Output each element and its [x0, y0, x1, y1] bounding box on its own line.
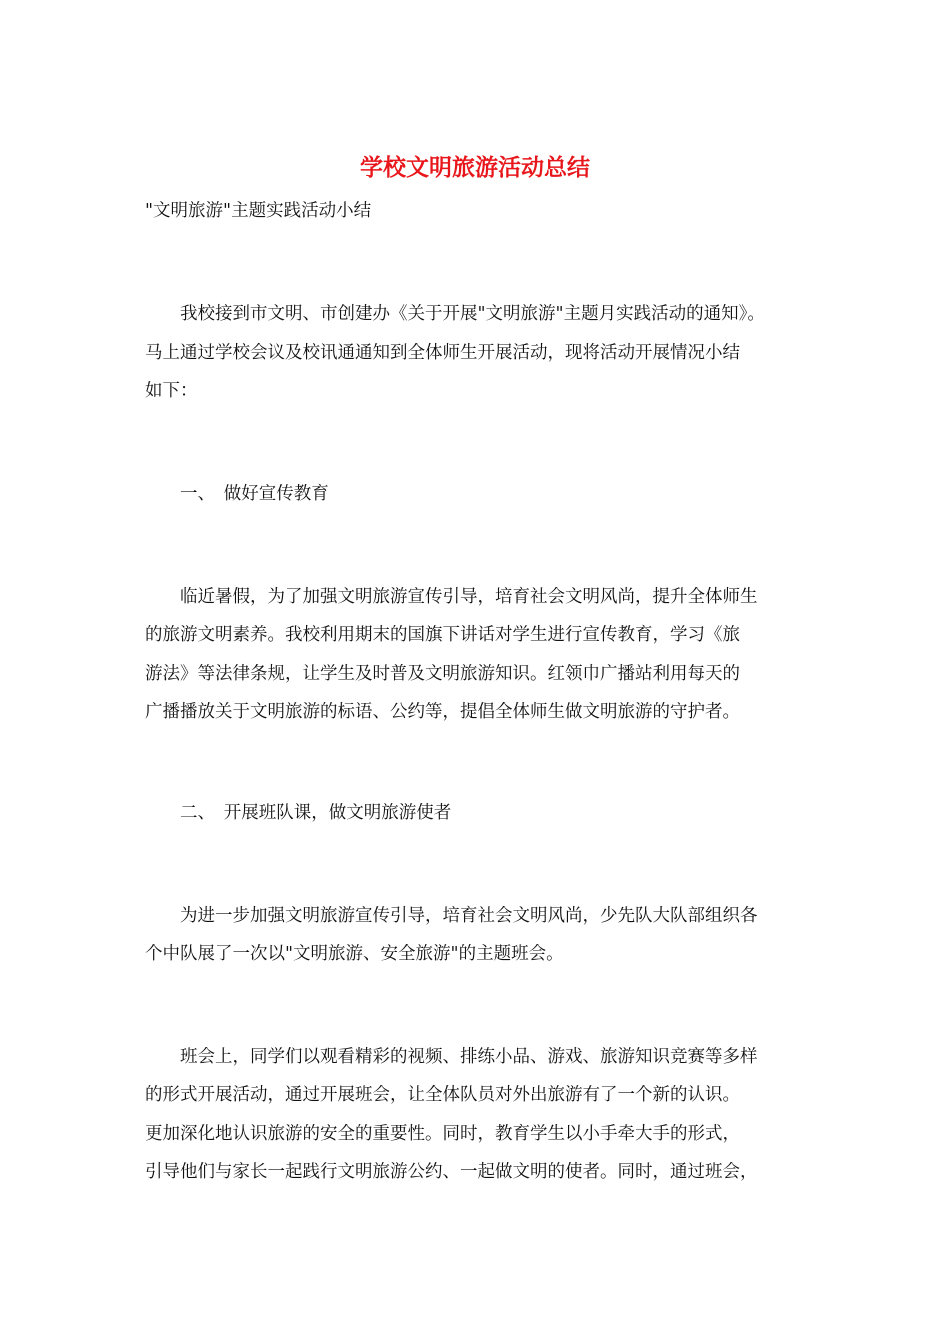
document-subtitle: "文明旅游"主题实践活动小结: [145, 201, 372, 221]
paragraph-line: 广播播放关于文明旅游的标语、公约等，提倡全体师生做文明旅游的守护者。: [145, 702, 740, 722]
paragraph-line: 马上通过学校会议及校讯通通知到全体师生开展活动，现将活动开展情况小结: [145, 343, 740, 363]
paragraph-line: 更加深化地认识旅游的安全的重要性。同时，教育学生以小手牵大手的形式，: [145, 1124, 740, 1144]
paragraph-line: 的形式开展活动，通过开展班会，让全体队员对外出旅游有了一个新的认识。: [145, 1085, 740, 1105]
paragraph-line: 引导他们与家长一起践行文明旅游公约、一起做文明的使者。同时，通过班会，: [145, 1162, 758, 1182]
paragraph-line: 游法》等法律条规，让学生及时普及文明旅游知识。红领巾广播站利用每天的: [145, 664, 740, 684]
section-heading-line: 一、 做好宣传教育: [145, 484, 329, 504]
paragraph-line: 我校接到市文明、市创建办《关于开展"文明旅游"主题月实践活动的通知》。: [145, 304, 765, 324]
document-title: 学校文明旅游活动总结: [360, 154, 590, 181]
section-heading-line: 二、 开展班队课，做文明旅游使者: [145, 803, 452, 823]
paragraph-line: 的旅游文明素养。我校利用期末的国旗下讲话对学生进行宣传教育，学习《旅: [145, 625, 740, 645]
paragraph-line: 个中队展了一次以"文明旅游、安全旅游"的主题班会。: [145, 944, 564, 964]
paragraph-line: 临近暑假，为了加强文明旅游宣传引导，培育社会文明风尚，提升全体师生: [145, 587, 758, 607]
paragraph-line: 如下：: [145, 381, 198, 401]
paragraph-line: 为进一步加强文明旅游宣传引导，培育社会文明风尚，少先队大队部组织各: [145, 906, 758, 926]
paragraph-line: 班会上，同学们以观看精彩的视频、排练小品、游戏、旅游知识竞赛等多样: [145, 1047, 758, 1067]
